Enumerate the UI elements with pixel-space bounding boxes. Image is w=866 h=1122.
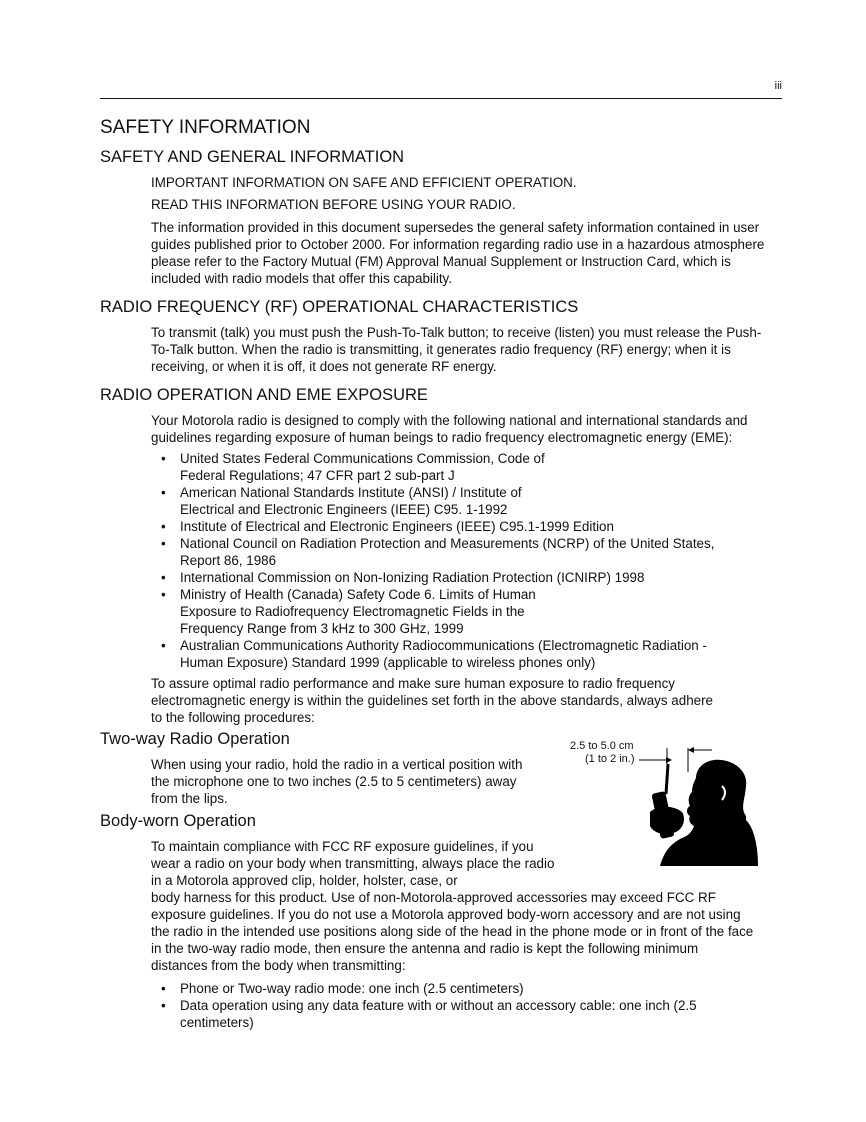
heading-two-way: Two-way Radio Operation — [100, 730, 290, 748]
list-item: • United States Federal Communications Commission, Code of Federal Regulations; 47 CFR part 2 sub-part J — [161, 450, 791, 484]
list-item: • Australian Communications Authority Radiocommunications (Electromagnetic Radiation - Human Exposure) Standard 1999 (applicable to wireless phones only) — [161, 637, 791, 671]
header-rule — [100, 98, 782, 99]
supersedes-paragraph: The information provided in this document supersedes the general safety information contained in user guides published prior to October 2000. For information regarding radio use in a hazardous atmosphere please refer to the Factory Mutual (FM) Approval Manual Supplement or Instruction Card, which is included with radio models that offer this capability. — [151, 220, 765, 286]
arrowhead-right — [688, 747, 694, 753]
list-item: • International Commission on Non-Ionizing Radiation Protection (ICNIRP) 1998 — [161, 569, 791, 586]
standards-list — [161, 450, 791, 671]
body-worn-paragraph-b: body harness for this product. Use of non-Motorola-approved accessories may exceed FCC RF exposure guidelines. If you do not use a Motorola approved body-worn accessory and are not using the radio in the intended use positions along side of the head in the phone mode or in front of the face in the two-way radio mode, then ensure the antenna and radio is kept the following minimum distances from the body when transmitting: — [151, 890, 754, 973]
distance-list — [161, 980, 791, 1031]
list-item: • Data operation using any data feature with or without an accessory cable: one inch (2.5 centimeters) — [161, 997, 791, 1031]
rf-paragraph: To transmit (talk) you must push the Push-To-Talk button; to receive (listen) you must release the Push-To-Talk button. When the radio is transmitting, it generates radio frequency (RF) energy; when it is receiving, or when it is off, it does not generate RF energy. — [151, 325, 762, 374]
eme-intro: Your Motorola radio is designed to comply with the following national and international standards and guidelines regarding exposure of human beings to radio frequency electromagnetic energy (EME): — [151, 413, 748, 445]
heading-body-worn: Body-worn Operation — [100, 812, 256, 830]
eme-outro: To assure optimal radio performance and make sure human exposure to radio frequency electromagnetic energy is within the guidelines set forth in the above standards, always adhere to the following procedures: — [151, 676, 713, 725]
heading-general: SAFETY AND GENERAL INFORMATION — [100, 148, 405, 166]
figure-label-cm: 2.5 to 5.0 cm — [570, 740, 634, 752]
list-item: • American National Standards Institute (ANSI) / Institute of Electrical and Electronic Engineers (IEEE) C95. 1-1992 — [161, 484, 791, 518]
body-worn-paragraph-a: To maintain compliance with FCC RF exposure guidelines, if you wear a radio on your body when transmitting, always place the radio in a Motorola approved clip, holder, holster, case, or — [151, 839, 555, 888]
radio-holding-figure — [636, 742, 762, 868]
heading-rf: RADIO FREQUENCY (RF) OPERATIONAL CHARACTERISTICS — [100, 298, 579, 316]
figure-label-in: (1 to 2 in.) — [585, 753, 635, 765]
page-number: iii — [774, 80, 782, 92]
list-item: • Ministry of Health (Canada) Safety Code 6. Limits of Human Exposure to Radiofrequency Electromagnetic Fields in the Frequency Range from 3 kHz to 300 GHz, 1999 — [161, 586, 791, 637]
important-line: IMPORTANT INFORMATION ON SAFE AND EFFICIENT OPERATION. — [151, 175, 577, 190]
heading-eme: RADIO OPERATION AND EME EXPOSURE — [100, 386, 428, 404]
list-item: • Phone or Two-way radio mode: one inch (2.5 centimeters) — [161, 980, 791, 997]
list-item: • Institute of Electrical and Electronic Engineers (IEEE) C95.1-1999 Edition — [161, 518, 791, 535]
page-title: SAFETY INFORMATION — [100, 117, 311, 138]
list-item: • National Council on Radiation Protection and Measurements (NCRP) of the United States, Report 86, 1986 — [161, 535, 791, 569]
radio-antenna — [666, 764, 668, 794]
hand — [650, 807, 684, 834]
two-way-paragraph: When using your radio, hold the radio in a vertical position with the microphone one to two inches (2.5 to 5 centimeters) away from the lips. — [151, 757, 523, 806]
read-line: READ THIS INFORMATION BEFORE USING YOUR RADIO. — [151, 197, 516, 212]
